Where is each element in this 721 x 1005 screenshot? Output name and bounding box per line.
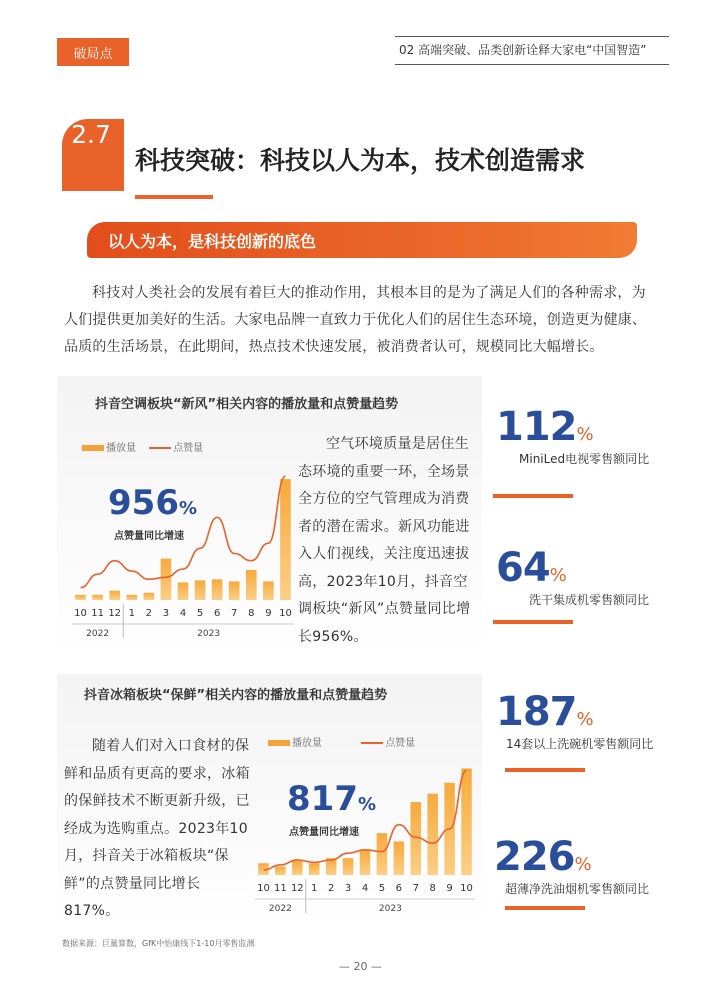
stat-value: 64%	[496, 545, 566, 591]
bar-6	[178, 582, 189, 600]
x-tick-label: 9	[446, 883, 453, 894]
legend-bar-swatch	[268, 740, 290, 746]
x-tick-label: 7	[412, 883, 419, 894]
section-underline	[135, 195, 213, 199]
x-tick-label: 1	[311, 883, 318, 894]
bar-4	[144, 593, 155, 600]
year-label: 2022	[86, 629, 110, 639]
stat-washer-dryer	[496, 545, 656, 608]
stat-dishwasher	[496, 689, 656, 752]
subtitle-banner-text: 以人为本，是科技创新的底色	[108, 232, 317, 251]
big-percent-label-fridge: 点赞量同比增速	[289, 827, 359, 838]
x-tick-label: 6	[395, 883, 403, 894]
bar-0	[75, 595, 86, 600]
x-tick-label: 6	[213, 608, 221, 619]
x-tick-label: 8	[248, 608, 255, 619]
stat-label: 14套以上洗碗机零售额同比	[506, 737, 654, 751]
x-tick-label: 5	[378, 883, 386, 894]
stat-underline	[505, 906, 585, 910]
big-percent-unit: %	[178, 498, 198, 519]
bar-3	[309, 863, 319, 875]
x-tick-label: 3	[162, 608, 170, 619]
bar-1	[92, 595, 103, 600]
data-source: 数据来源：巨量算数，GfK中怡康线下1-10月零售监测	[62, 939, 255, 948]
x-tick-label: 2	[327, 883, 335, 894]
stat-underline	[493, 620, 573, 624]
x-tick-label: 12	[290, 883, 304, 894]
stat-label: MiniLed电视零售额同比	[519, 452, 650, 466]
panel-text-ac: 空气环境质量是居住生态环境的重要一环，全场景全方位的空气管理成为消费者的潜在需求。新风功能进入人们视线，关注度迅速拔高，2023年10月，抖音空调板块“新风”点赞量同比增长956%。	[298, 436, 471, 645]
legend-bar-label: 播放量	[106, 443, 136, 454]
x-tick-label: 7	[231, 608, 238, 619]
section-number: 2.7	[71, 120, 111, 149]
legend-bar-swatch	[82, 445, 104, 451]
bar-5	[161, 559, 172, 600]
stat-underline	[493, 494, 573, 498]
bar-12	[461, 769, 471, 875]
bar-10	[246, 570, 257, 600]
x-tick-label: 3	[344, 883, 352, 894]
legend-line-label: 点赞量	[385, 738, 416, 749]
bar-3	[126, 595, 137, 600]
bar-1	[275, 867, 285, 875]
x-tick-label: 11	[91, 608, 104, 619]
stat-underline	[505, 768, 585, 772]
chart-legend-fridge	[268, 734, 415, 749]
big-percent-value: 817	[287, 779, 358, 819]
stat-label: 洗干集成机零售额同比	[529, 593, 650, 607]
stat-miniled	[496, 404, 656, 467]
chapter-header: 02 高端突破、品类创新诠释大家电“中国智造”	[395, 36, 669, 65]
stat-value: 226%	[494, 834, 591, 880]
x-tick-label: 8	[429, 883, 436, 894]
x-tick-label: 2	[145, 608, 153, 619]
legend-line-swatch	[149, 447, 171, 449]
big-percent-label-ac: 点赞量同比增速	[114, 531, 184, 542]
chart-title-ac: 抖音空调板块“新风”相关内容的播放量和点赞量趋势	[95, 397, 399, 412]
legend-line-label: 点赞量	[173, 443, 204, 454]
big-percent-value: 956	[108, 483, 179, 523]
bar-8	[212, 579, 223, 600]
bar-7	[195, 580, 206, 600]
stat-value: 187%	[496, 689, 593, 735]
page-number: — 20 —	[339, 960, 382, 973]
x-tick-label: 10	[279, 608, 292, 619]
bar-7	[377, 833, 387, 875]
bar-10	[427, 794, 437, 875]
panel-text-fridge: 随着人们对入口食材的保鲜和品质有更高的要求，冰箱的保鲜技术不断更新升级，已经成为选购重点。2023年10月，抖音关于冰箱板块“保鲜”的点赞量同比增长817%。	[64, 738, 250, 919]
chart-legend-ac	[82, 439, 203, 454]
bar-8	[394, 841, 404, 875]
x-tick-label: 5	[196, 608, 204, 619]
chart-title-fridge: 抖音冰箱板块“保鲜”相关内容的播放量和点赞量趋势	[84, 688, 388, 703]
x-tick-label: 4	[361, 883, 369, 894]
big-percent-unit: %	[357, 794, 377, 815]
year-label: 2023	[197, 629, 221, 639]
stat-label: 超薄净洗油烟机零售额同比	[505, 882, 650, 896]
legend-line-swatch	[361, 742, 383, 744]
intro-paragraph: 科技对人类社会的发展有着巨大的推动作用，其根本目的是为了满足人们的各种需求，为人们提供更加美好的生活。大家电品牌一直致力于优化人们的居住生态环境，创造更为健康、品质的生活场景，在此期间，热点技术快速发展，被消费者认可，规模同比大幅增长。	[64, 285, 647, 355]
section-tag: 破局点	[57, 38, 129, 66]
bar-11	[263, 581, 274, 600]
x-tick-label: 10	[74, 608, 87, 619]
x-tick-label: 12	[108, 608, 122, 619]
x-tick-label: 1	[128, 608, 135, 619]
x-tick-label: 11	[274, 883, 287, 894]
year-label: 2022	[268, 904, 292, 914]
year-label: 2023	[378, 904, 402, 914]
x-tick-label: 9	[265, 608, 272, 619]
x-tick-label: 10	[460, 883, 473, 894]
chart-ac	[72, 470, 294, 645]
chart-fridge	[255, 760, 475, 918]
legend-bar-label: 播放量	[292, 738, 322, 749]
x-tick-label: 10	[257, 883, 270, 894]
stat-range-hood	[494, 834, 654, 897]
bar-2	[292, 861, 302, 875]
bar-5	[343, 858, 353, 875]
section-title: 科技突破：科技以人为本，技术创造需求	[135, 146, 586, 175]
bar-2	[109, 591, 120, 600]
bar-6	[360, 850, 370, 875]
stat-value: 112%	[496, 404, 593, 450]
bar-12	[280, 479, 291, 600]
bar-9	[229, 581, 240, 600]
x-tick-label: 4	[179, 608, 187, 619]
